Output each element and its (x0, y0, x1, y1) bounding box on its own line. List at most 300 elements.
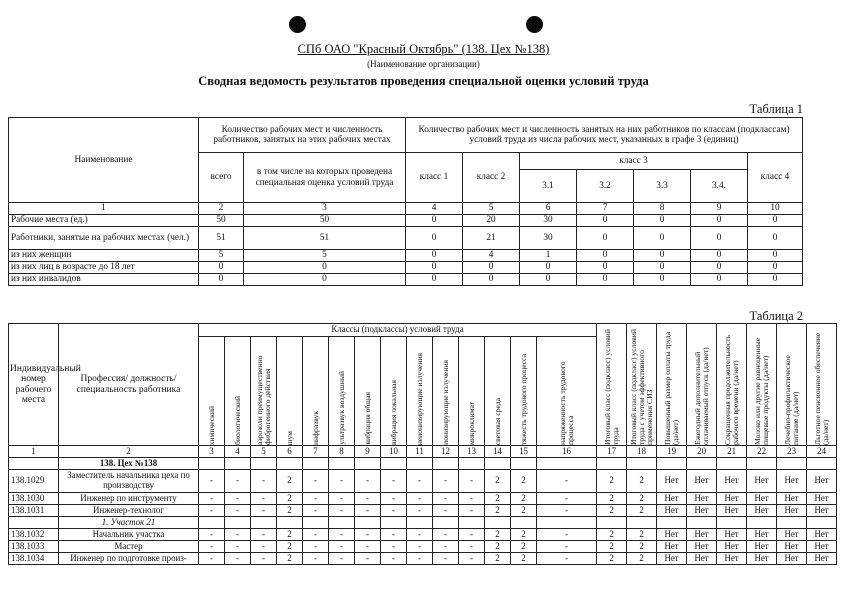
t2-cell: 2 (511, 529, 537, 541)
t2-cell: Нет (657, 470, 687, 493)
t1-cell: 0 (244, 274, 406, 286)
t2-workplace-num: 138.1031 (9, 505, 59, 517)
t2-col-number: 23 (777, 446, 807, 458)
t2-cell-empty (407, 458, 433, 470)
t2-header-factor (687, 324, 717, 446)
t2-section-name: 138. Цех №138 (59, 458, 199, 470)
t2-cell-empty (597, 517, 627, 529)
t2-cell: Нет (777, 529, 807, 541)
t1-col-number: 2 (199, 203, 244, 215)
t2-cell: - (433, 493, 459, 505)
t2-col-number: 5 (251, 446, 277, 458)
t2-cell: - (355, 529, 381, 541)
t2-cell-empty (717, 517, 747, 529)
t1-cell: 0 (748, 250, 803, 262)
t2-header-factor-text: Итоговый класс (подкласс) условий труда с учетом эффективного применения СИЗ (628, 329, 654, 445)
t2-cell: 2 (627, 553, 657, 565)
t2-col-number: 4 (225, 446, 251, 458)
t1-header-c34: 3.4. (691, 170, 748, 203)
t2-cell: Нет (747, 529, 777, 541)
t2-row (9, 493, 837, 505)
t1-cell: 50 (244, 215, 406, 227)
t2-col-number: 9 (355, 446, 381, 458)
t2-cell-empty (329, 517, 355, 529)
t1-header-by-class: Количество рабочих мест и численность занятых на них работников по классам (подклассам) условий труда из числа рабочих мест, указанных в графе 3 (единиц) (406, 118, 803, 153)
t2-header-factor (807, 324, 837, 446)
t1-col-number: 1 (9, 203, 199, 215)
t2-cell: - (407, 493, 433, 505)
t2-cell: - (355, 541, 381, 553)
t2-header-factor (407, 337, 433, 446)
t2-cell: Нет (687, 470, 717, 493)
t2-cell: Нет (657, 553, 687, 565)
t1-col-number: 7 (577, 203, 634, 215)
t2-workplace-num: 138.1033 (9, 541, 59, 553)
t2-cell: - (459, 553, 485, 565)
t2-profession: Инженер-технолог (59, 505, 199, 517)
t2-cell: - (433, 505, 459, 517)
t2-cell: Нет (747, 553, 777, 565)
t2-cell: 2 (627, 505, 657, 517)
t1-cell: 5 (244, 250, 406, 262)
t2-cell: 2 (627, 470, 657, 493)
t1-cell: 0 (748, 262, 803, 274)
t2-cell-empty (329, 458, 355, 470)
t2-header-factor-text: химический (206, 405, 216, 445)
t2-cell: Нет (747, 470, 777, 493)
t2-row (9, 470, 837, 493)
t1-cell: 0 (634, 274, 691, 286)
t2-row (9, 541, 837, 553)
t2-cell: - (459, 470, 485, 493)
t1-row (9, 262, 803, 274)
t1-cell: 21 (463, 227, 520, 250)
t2-header-factor (537, 337, 597, 446)
t2-cell: - (303, 541, 329, 553)
t2-header-factor-text: аэрозоли преимущественно фиброгенного действия (254, 355, 272, 445)
t2-cell: 2 (277, 553, 303, 565)
t2-cell-empty (627, 458, 657, 470)
t2-cell: Нет (777, 470, 807, 493)
t1-row-name: Работники, занятые на рабочих местах (чел.) (9, 227, 199, 250)
t1-header-c31: 3.1 (520, 170, 577, 203)
t2-col-number: 13 (459, 446, 485, 458)
t2-header-classes: Классы (подклассы) условий труда (199, 324, 597, 337)
t2-cell: 2 (597, 470, 627, 493)
t2-cell-empty (433, 458, 459, 470)
t2-cell-empty (381, 458, 407, 470)
t2-cell-empty (277, 458, 303, 470)
t2-header-factor-text: ионизирующие излучения (440, 360, 450, 445)
t2-cell-empty (597, 458, 627, 470)
t1-cell: 4 (463, 250, 520, 262)
t2-cell-empty (9, 458, 59, 470)
t2-cell: Нет (747, 505, 777, 517)
t2-cell: Нет (807, 541, 837, 553)
t2-cell: - (459, 493, 485, 505)
t2-cell: - (251, 470, 277, 493)
t1-row-name: из них инвалидов (9, 274, 199, 286)
t2-cell: - (459, 541, 485, 553)
t1-cell: 30 (520, 215, 577, 227)
table2-caption: Таблица 2 (749, 309, 803, 323)
t2-cell: - (329, 505, 355, 517)
t1-col-numbers-row (9, 203, 803, 215)
t2-cell: Нет (807, 529, 837, 541)
t2-cell-empty (717, 458, 747, 470)
t2-header-num: Индивидуальный номер рабочего места (9, 324, 59, 446)
t2-cell: - (225, 541, 251, 553)
t2-cell-empty (627, 517, 657, 529)
t2-cell: - (381, 541, 407, 553)
t1-cell: 5 (199, 250, 244, 262)
t2-col-number: 1 (9, 446, 59, 458)
t2-cell-empty (225, 517, 251, 529)
t2-header-factor (657, 324, 687, 446)
t1-col-number: 9 (691, 203, 748, 215)
t2-header-factor (251, 337, 277, 446)
t2-cell-empty (807, 458, 837, 470)
t2-cell-empty (777, 458, 807, 470)
t2-cell: - (537, 541, 597, 553)
t2-cell: - (329, 493, 355, 505)
t2-cell: - (251, 541, 277, 553)
t2-cell: - (407, 541, 433, 553)
t1-col-number: 3 (244, 203, 406, 215)
t2-header-factor-text: напряженность трудового процесса (557, 361, 575, 445)
t2-cell: - (355, 493, 381, 505)
t2-cell-empty (511, 458, 537, 470)
t1-header-workplaces: Количество рабочих мест и численность работников, занятых на этих рабочих местах (199, 118, 406, 153)
t2-cell: - (251, 553, 277, 565)
t2-header-factor-text: световая среда (492, 397, 502, 445)
t2-cell: Нет (807, 505, 837, 517)
t2-cell: - (433, 541, 459, 553)
t2-cell: - (199, 541, 225, 553)
t2-cell: 2 (597, 553, 627, 565)
t1-cell: 20 (463, 215, 520, 227)
t2-header-factor (225, 337, 251, 446)
t2-col-number: 18 (627, 446, 657, 458)
t1-header-class2: класс 2 (463, 153, 520, 203)
t2-cell: Нет (717, 541, 747, 553)
t2-profession: Заместитель начальника цеха по производству (59, 470, 199, 493)
t1-cell: 0 (463, 274, 520, 286)
t2-cell: Нет (687, 541, 717, 553)
t2-cell-empty (303, 517, 329, 529)
t1-cell: 0 (748, 227, 803, 250)
t2-header-factor-text: Повышенный размер оплаты труда (да/нет) (662, 331, 680, 445)
t2-profession: Мастер (59, 541, 199, 553)
t2-cell: - (199, 529, 225, 541)
t2-cell: - (407, 553, 433, 565)
summary-table (8, 117, 803, 286)
t1-cell: 0 (634, 227, 691, 250)
t1-row (9, 227, 803, 250)
t1-cell: 51 (199, 227, 244, 250)
t1-header-c33: 3.3 (634, 170, 691, 203)
t2-header-factor-text: неионизирующие излучения (414, 352, 424, 445)
t2-profession: Начальник участка (59, 529, 199, 541)
t2-cell: - (433, 470, 459, 493)
t2-col-number: 16 (537, 446, 597, 458)
t2-cell: 2 (277, 470, 303, 493)
t1-cell: 0 (406, 250, 463, 262)
t2-header-factor (277, 337, 303, 446)
t2-cell-empty (433, 517, 459, 529)
t2-cell: - (355, 470, 381, 493)
t2-header-factor-text: биологический (232, 396, 242, 445)
t2-cell: 2 (627, 529, 657, 541)
t2-cell-empty (199, 517, 225, 529)
t2-cell-empty (459, 517, 485, 529)
t2-cell: - (537, 493, 597, 505)
t2-cell: Нет (747, 493, 777, 505)
t2-cell-empty (537, 517, 597, 529)
t2-cell: 2 (597, 529, 627, 541)
t2-cell-empty (657, 458, 687, 470)
t2-header-factor (459, 337, 485, 446)
t2-cell: Нет (657, 505, 687, 517)
t1-cell: 0 (634, 215, 691, 227)
t1-cell: 0 (691, 215, 748, 227)
t2-cell-empty (459, 458, 485, 470)
t2-cell-empty (657, 517, 687, 529)
t2-cell: - (225, 553, 251, 565)
t1-cell: 0 (406, 262, 463, 274)
t2-cell: Нет (717, 470, 747, 493)
t2-col-number: 11 (407, 446, 433, 458)
t2-cell-empty (251, 517, 277, 529)
t2-row (9, 529, 837, 541)
t2-cell-empty (807, 517, 837, 529)
t2-cell: - (459, 529, 485, 541)
t2-header-factor-text: ультразвук воздушный (336, 371, 346, 445)
t2-header-factor (329, 337, 355, 446)
t2-header-factor (381, 337, 407, 446)
t1-cell: 0 (634, 250, 691, 262)
t1-header-c32: 3.2 (577, 170, 634, 203)
t2-workplace-num: 138.1034 (9, 553, 59, 565)
t2-cell: - (225, 505, 251, 517)
t2-cell-empty (381, 517, 407, 529)
t2-cell: - (199, 470, 225, 493)
t2-cell: - (303, 470, 329, 493)
t1-cell: 0 (748, 215, 803, 227)
t2-profession: Инженер по инструменту (59, 493, 199, 505)
organization-name: СПб ОАО "Красный Октябрь" (138. Цех №138) (297, 42, 550, 56)
t2-cell: - (407, 470, 433, 493)
t2-cell: Нет (717, 493, 747, 505)
t1-cell: 0 (691, 262, 748, 274)
t1-cell: 0 (577, 250, 634, 262)
t2-header-factor (199, 337, 225, 446)
t2-workplace-num: 138.1029 (9, 470, 59, 493)
t1-row (9, 274, 803, 286)
t2-cell-empty (225, 458, 251, 470)
t2-cell: 2 (485, 493, 511, 505)
t2-header-factor (303, 337, 329, 446)
t2-cell: - (433, 529, 459, 541)
t2-row (9, 553, 837, 565)
document-title: Сводная ведомость результатов проведения специальной оценки условий труда (198, 74, 649, 88)
t2-col-number: 20 (687, 446, 717, 458)
t1-header-class4: класс 4 (748, 153, 803, 203)
t2-header-factor (717, 324, 747, 446)
t1-header-assessed: в том числе на которых проведена специальная оценка условий труда (244, 153, 406, 203)
t2-cell-empty (303, 458, 329, 470)
t2-col-number: 10 (381, 446, 407, 458)
t1-header-name: Наименование (9, 118, 199, 203)
t2-cell: - (225, 529, 251, 541)
t1-cell: 0 (406, 274, 463, 286)
t2-cell: Нет (657, 493, 687, 505)
t2-cell: 2 (511, 470, 537, 493)
t2-cell: - (433, 553, 459, 565)
t2-header-factor (485, 337, 511, 446)
t2-cell-empty (355, 458, 381, 470)
t2-cell: Нет (747, 541, 777, 553)
t2-col-number: 17 (597, 446, 627, 458)
t1-cell: 0 (691, 227, 748, 250)
t2-cell: - (407, 529, 433, 541)
t1-cell: 50 (199, 215, 244, 227)
t2-cell: 2 (277, 529, 303, 541)
t2-cell: - (225, 470, 251, 493)
organization-note: (Наименование организации) (367, 59, 480, 69)
t2-cell: Нет (807, 470, 837, 493)
t1-row-name: Рабочие места (ед.) (9, 215, 199, 227)
t2-cell: 2 (277, 493, 303, 505)
t2-header-factor (511, 337, 537, 446)
t2-workplace-num: 138.1032 (9, 529, 59, 541)
t1-row (9, 215, 803, 227)
t1-cell: 0 (406, 215, 463, 227)
t2-cell: - (303, 553, 329, 565)
t2-cell: - (329, 529, 355, 541)
t2-cell: - (303, 505, 329, 517)
t2-col-numbers-row (9, 446, 837, 458)
t2-col-number: 12 (433, 446, 459, 458)
t2-col-number: 3 (199, 446, 225, 458)
t2-row (9, 505, 837, 517)
t1-cell: 0 (577, 262, 634, 274)
t2-header-factor-text: Молоко или другие равноценные пищевые продукты (да/нет) (752, 337, 770, 445)
t1-col-number: 5 (463, 203, 520, 215)
table1-caption: Таблица 1 (749, 102, 803, 116)
t2-cell-empty (199, 458, 225, 470)
t2-cell: Нет (657, 529, 687, 541)
t2-cell: 2 (511, 541, 537, 553)
t1-cell: 0 (577, 274, 634, 286)
t2-cell: Нет (717, 553, 747, 565)
t1-cell: 0 (520, 262, 577, 274)
t1-cell: 0 (748, 274, 803, 286)
punch-hole-left (289, 16, 306, 33)
t2-cell: Нет (807, 553, 837, 565)
t2-cell: 2 (485, 541, 511, 553)
t2-cell-empty (407, 517, 433, 529)
t2-header-factor (777, 324, 807, 446)
t1-cell: 0 (244, 262, 406, 274)
t2-cell: - (355, 553, 381, 565)
t2-cell: Нет (807, 493, 837, 505)
t2-cell: 2 (597, 541, 627, 553)
t1-cell: 0 (691, 250, 748, 262)
t2-col-number: 19 (657, 446, 687, 458)
t2-cell: 2 (627, 541, 657, 553)
t2-cell-empty (777, 517, 807, 529)
t2-cell: - (251, 505, 277, 517)
t2-header-factor-text: Итоговый класс (подкласс) условий труда (602, 329, 620, 445)
t2-header-factor-text: Ежегодный дополнительный оплачиваемый отпуск (да/нет) (692, 347, 710, 445)
t2-cell: Нет (687, 493, 717, 505)
t2-cell: 2 (277, 541, 303, 553)
t2-cell-empty (355, 517, 381, 529)
t2-header-factor-text: вибрация общая (362, 392, 372, 445)
t1-cell: 1 (520, 250, 577, 262)
t2-col-number: 8 (329, 446, 355, 458)
t2-cell: - (199, 493, 225, 505)
t1-row-name: из них женщин (9, 250, 199, 262)
t2-cell: - (537, 529, 597, 541)
t2-subsection-name: 1. Участок 21 (59, 517, 199, 529)
t2-col-number: 7 (303, 446, 329, 458)
t2-header-factor-text: вибрация локальная (388, 380, 398, 445)
t2-header-factor-text: шум (284, 430, 294, 445)
t2-cell: 2 (485, 505, 511, 517)
t2-cell: 2 (597, 505, 627, 517)
t2-header-factor-text: микроклимат (466, 402, 476, 445)
t1-row (9, 250, 803, 262)
t2-cell: - (537, 553, 597, 565)
t2-cell-empty (747, 458, 777, 470)
t2-header-factor (597, 324, 627, 446)
t2-col-number: 6 (277, 446, 303, 458)
t2-header-factor (627, 324, 657, 446)
t2-cell: - (329, 541, 355, 553)
t2-cell: Нет (687, 553, 717, 565)
t2-cell-empty (485, 517, 511, 529)
t2-cell: - (303, 529, 329, 541)
t2-header-row (9, 324, 837, 337)
t2-cell: Нет (777, 493, 807, 505)
t1-header-class1: класс 1 (406, 153, 463, 203)
t2-cell: Нет (687, 505, 717, 517)
t2-header-factor-text: инфразвук (310, 410, 320, 445)
t1-row-name: из них лиц в возрасте до 18 лет (9, 262, 199, 274)
t2-cell: - (251, 493, 277, 505)
t2-cell: - (199, 553, 225, 565)
t2-cell: 2 (277, 505, 303, 517)
t2-cell: - (303, 493, 329, 505)
t1-cell: 30 (520, 227, 577, 250)
t1-cell: 0 (463, 262, 520, 274)
t2-row (9, 458, 837, 470)
t2-cell: - (459, 505, 485, 517)
t2-cell: - (407, 505, 433, 517)
t2-cell: - (225, 493, 251, 505)
t2-col-number: 14 (485, 446, 511, 458)
t1-header-total: всего (199, 153, 244, 203)
t1-cell: 0 (577, 227, 634, 250)
t2-col-number: 22 (747, 446, 777, 458)
t1-header-class3: класс 3 (520, 153, 748, 170)
t2-header-factor-text: Сокращенная продолжительность рабочего времени (да/нет) (722, 334, 740, 445)
t2-cell: Нет (777, 553, 807, 565)
t1-col-number: 10 (748, 203, 803, 215)
t2-workplace-num: 138.1030 (9, 493, 59, 505)
